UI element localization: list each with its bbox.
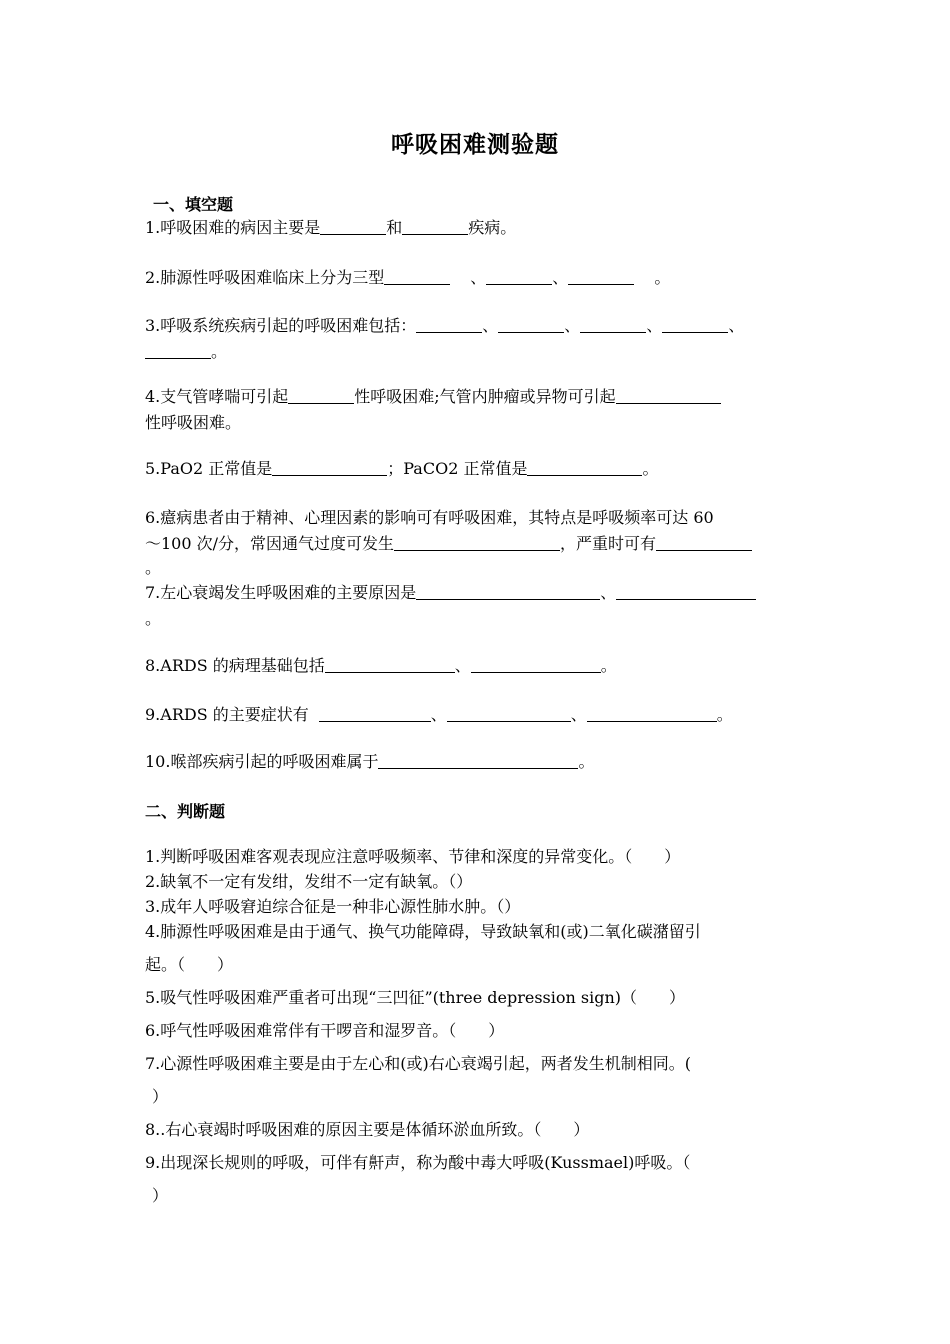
separator: 、 — [564, 316, 581, 335]
separator: 、 — [646, 316, 663, 335]
question-text: 。 — [600, 656, 617, 675]
fill-question-6-end — [145, 558, 815, 578]
answer-blank[interactable] — [447, 705, 571, 722]
answer-blank[interactable] — [320, 218, 386, 235]
question-text: 性呼吸困难。 — [145, 413, 242, 432]
question-text: 10.喉部疾病引起的呼吸困难属于 — [145, 752, 379, 771]
answer-blank[interactable] — [471, 656, 601, 673]
question-text: 7.左心衰竭发生呼吸困难的主要原因是 — [145, 583, 417, 602]
judge-question-2: 2.缺氧不一定有发绀，发绀不一定有缺氧。（） — [145, 872, 473, 891]
question-text: 5.PaO2 正常值是 — [145, 459, 273, 478]
question-text: 、 — [552, 268, 569, 287]
fill-question-4 — [145, 387, 815, 407]
fill-question-9 — [145, 705, 815, 725]
question-text: 2.肺源性呼吸困难临床上分为三型 — [145, 268, 385, 287]
question-text: 6.癔病患者由于精神、心理因素的影响可有呼吸困难，其特点是呼吸频率可达 60 — [145, 508, 714, 527]
question-text: ；PaCO2 正常值是 — [387, 459, 528, 478]
page-title: 呼吸困难测验题 — [391, 131, 559, 158]
question-text: 3.呼吸系统疾病引起的呼吸困难包括： — [145, 316, 417, 335]
fill-question-6-cont — [145, 534, 815, 554]
answer-blank[interactable] — [486, 268, 552, 285]
answer-blank[interactable] — [527, 459, 642, 476]
fill-question-7-cont — [145, 609, 815, 629]
separator: 、 — [728, 316, 745, 335]
fill-question-2 — [145, 268, 815, 288]
answer-blank[interactable] — [568, 268, 634, 285]
judge-question-4-cont: 起。（ ） — [145, 955, 234, 974]
judge-question-9-cont: ） — [152, 1186, 169, 1205]
answer-blank[interactable] — [319, 705, 431, 722]
fill-question-4-cont — [145, 413, 815, 433]
question-text: ，严重时可有 — [560, 534, 657, 553]
answer-blank[interactable] — [272, 459, 387, 476]
fill-question-3-cont — [145, 342, 815, 362]
answer-blank[interactable] — [384, 268, 450, 285]
answer-blank[interactable] — [616, 387, 721, 404]
section-heading-fill-in: 一、填空题 — [153, 195, 234, 214]
answer-blank[interactable] — [416, 316, 482, 333]
judge-question-8: 8..右心衰竭时呼吸困难的原因主要是体循环淤血所致。（ ） — [145, 1120, 590, 1139]
answer-blank[interactable] — [325, 656, 455, 673]
fill-question-10 — [145, 752, 815, 772]
question-text: 8.ARDS 的病理基础包括 — [145, 656, 325, 675]
section-heading-true-false: 二、判断题 — [145, 802, 226, 821]
separator: 。 — [211, 342, 228, 361]
judge-question-6: 6.呼气性呼吸困难常伴有干啰音和湿罗音。（ ） — [145, 1021, 505, 1040]
judge-question-9: 9.出现深长规则的呼吸，可伴有鼾声，称为酸中毒大呼吸(Kussmael)呼吸。（ — [145, 1153, 691, 1172]
question-text: 。 — [716, 705, 733, 724]
fill-question-6 — [145, 508, 815, 528]
answer-blank[interactable] — [662, 316, 728, 333]
answer-blank[interactable] — [416, 583, 600, 600]
fill-question-3 — [145, 316, 815, 336]
judge-question-4: 4.肺源性呼吸困难是由于通气、换气功能障碍，导致缺氧和(或)二氧化碳潴留引 — [145, 922, 701, 941]
fill-question-8 — [145, 656, 815, 676]
answer-blank[interactable] — [402, 218, 468, 235]
question-text: 。 — [642, 459, 659, 478]
judge-question-1: 1.判断呼吸困难客观表现应注意呼吸频率、节律和深度的异常变化。（ ） — [145, 847, 681, 866]
answer-blank[interactable] — [288, 387, 354, 404]
question-text: 。 — [145, 609, 162, 628]
judge-question-5: 5.吸气性呼吸困难严重者可出现“三凹征”(three depression sign)（ ） — [145, 988, 686, 1007]
question-text: 和 — [386, 218, 403, 237]
answer-blank[interactable] — [616, 583, 756, 600]
question-text: 。 — [578, 752, 595, 771]
answer-blank[interactable] — [394, 534, 560, 551]
answer-blank[interactable] — [580, 316, 646, 333]
question-text: 4.支气管哮喘可引起 — [145, 387, 289, 406]
question-text: 1.呼吸困难的病因主要是 — [145, 218, 321, 237]
answer-blank[interactable] — [498, 316, 564, 333]
question-text: 、 — [470, 268, 487, 287]
question-text: 、 — [570, 705, 587, 724]
answer-blank[interactable] — [587, 705, 717, 722]
fill-question-7 — [145, 583, 815, 603]
question-text: 性呼吸困难;气管内肿瘤或异物可引起 — [354, 387, 616, 406]
judge-question-3: 3.成年人呼吸窘迫综合征是一种非心源性肺水肿。（） — [145, 897, 521, 916]
question-text: ～100 次/分，常因通气过度可发生 — [145, 534, 395, 553]
separator: 、 — [482, 316, 499, 335]
question-text: 疾病。 — [468, 218, 517, 237]
question-text: 、 — [454, 656, 471, 675]
fill-question-1 — [145, 218, 815, 238]
judge-question-7: 7.心源性呼吸困难主要是由于左心和(或)右心衰竭引起，两者发生机制相同。( — [145, 1054, 691, 1073]
answer-blank[interactable] — [378, 752, 578, 769]
question-text: 9.ARDS 的主要症状有 — [145, 705, 309, 724]
question-text: 。 — [145, 558, 162, 577]
judge-question-7-cont: ） — [152, 1087, 169, 1106]
answer-blank[interactable] — [145, 342, 211, 359]
question-text: 、 — [600, 583, 617, 602]
fill-question-5 — [145, 459, 815, 479]
question-text: 。 — [654, 268, 671, 287]
question-text: 、 — [430, 705, 447, 724]
answer-blank[interactable] — [656, 534, 752, 551]
